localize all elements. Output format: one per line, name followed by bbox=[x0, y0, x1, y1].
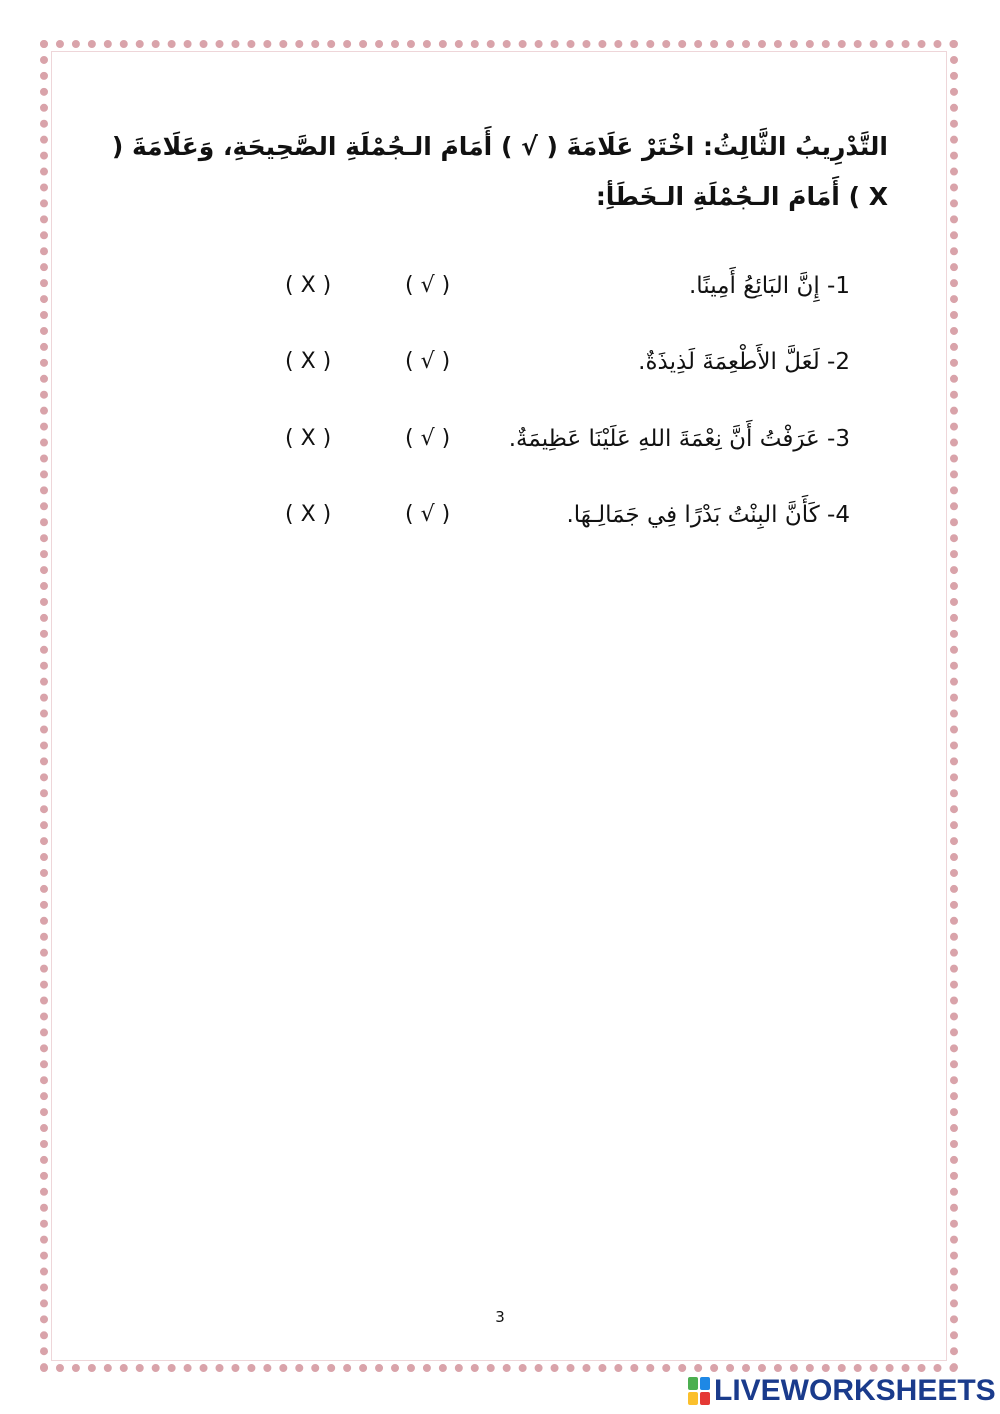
correct-mark-option[interactable]: ( √ ) bbox=[405, 426, 451, 451]
liveworksheets-logo-icon bbox=[688, 1377, 710, 1405]
wrong-mark-option[interactable]: ( X ) bbox=[285, 349, 332, 374]
question-row bbox=[270, 495, 850, 535]
question-text: 2- لَعَلَّ الأَطْعِمَةَ لَذِيذَةٌ. bbox=[638, 349, 850, 375]
question-text: 1- إِنَّ البَائِعُ أَمِينًا. bbox=[688, 273, 850, 299]
logo-square-green bbox=[688, 1377, 698, 1390]
page-border bbox=[40, 40, 958, 1372]
question-row bbox=[270, 342, 850, 382]
wrong-mark-option[interactable]: ( X ) bbox=[285, 426, 332, 451]
exercise-instruction: التَّدْرِيبُ الثَّالِثُ: اخْتَرْ عَلَامَةَ ( √ ) أَمَامَ الـجُمْلَةِ الصَّحِيحَةِ، وَعَلَامَةَ ( X ) أَمَامَ الـجُمْلَةِ الـخَطَأِ: bbox=[111, 132, 888, 211]
logo-square-red bbox=[700, 1392, 710, 1405]
question-text: 4- كَأَنَّ البِنْتُ بَدْرًا فِي جَمَالِـهَا. bbox=[566, 502, 850, 528]
logo-square-yellow bbox=[688, 1392, 698, 1405]
question-row bbox=[270, 419, 850, 459]
wrong-mark-option[interactable]: ( X ) bbox=[285, 273, 332, 298]
logo-square-blue bbox=[700, 1377, 710, 1390]
liveworksheets-logo-text: LIVEWORKSHEETS bbox=[714, 1374, 996, 1407]
correct-mark-option[interactable]: ( √ ) bbox=[405, 502, 451, 527]
wrong-mark-option[interactable]: ( X ) bbox=[285, 502, 332, 527]
question-row bbox=[270, 266, 850, 306]
question-text: 3- عَرَفْتُ أَنَّ نِعْمَةَ اللهِ عَلَيْنَا عَظِيمَةٌ. bbox=[508, 426, 850, 452]
correct-mark-option[interactable]: ( √ ) bbox=[405, 349, 451, 374]
page-number: 3 bbox=[495, 1308, 505, 1326]
correct-mark-option[interactable]: ( √ ) bbox=[405, 273, 451, 298]
liveworksheets-logo[interactable] bbox=[688, 1374, 996, 1408]
